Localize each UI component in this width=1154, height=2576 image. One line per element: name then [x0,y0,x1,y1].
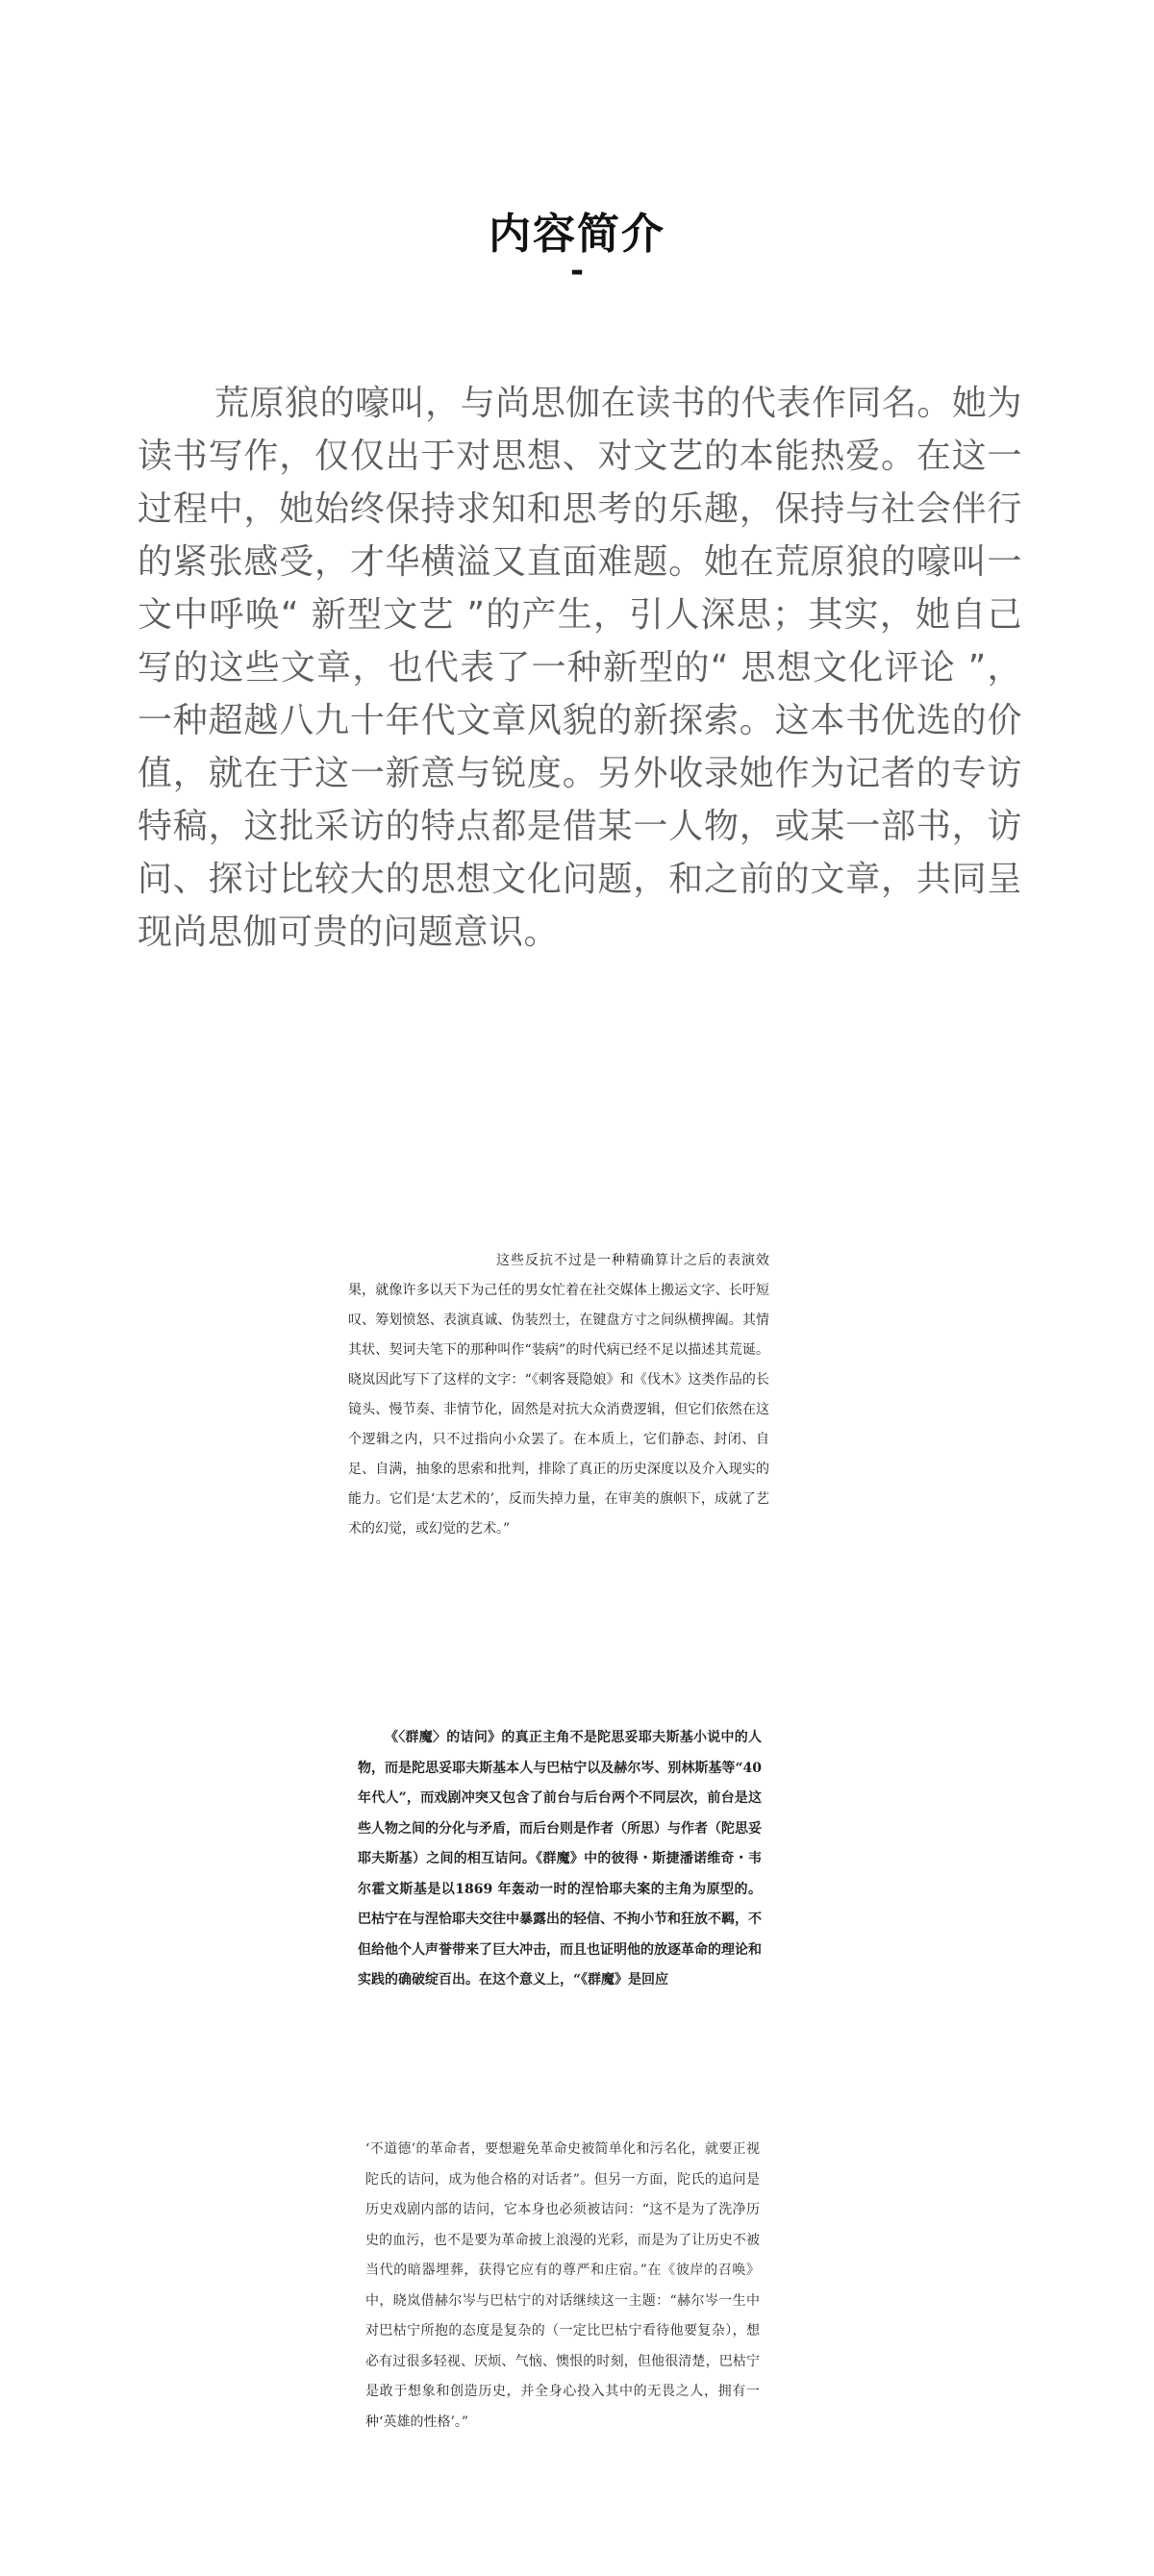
excerpt-scan-1: 这些反抗不过是一种精确算计之后的表演效果，就像许多以天下为己任的男女忙着在社交媒体上搬运文字、长吁短叹、筹划愤怒、表演真诚、伪装烈士，在键盘方寸之间纵横捭阖。其情其状、契诃夫笔下的那种叫作“装病”的时代病已经不足以描述其荒诞。晓岚因此写下了这样的文字：“《刺客聂隐娘》和《伐木》这类作品的长镜头、慢节奏、非情节化，固然是对抗大众消费逻辑，但它们依然在这个逻辑之内，只不过指向小众罢了。在本质上，它们静态、封闭、自足、自满，抽象的思索和批判，排除了真正的历史深度以及介入现实的能力。它们是‘太艺术的’，反而失掉力量，在审美的旗帜下，成就了艺术的幻觉，或幻觉的艺术。” [348,1253,769,1537]
excerpt-scan-3: ‘不道德’的革命者，要想避免革命史被简单化和污名化，就要正视陀氏的诘问，成为他合格的对话者”。但另一方面，陀氏的追问是历史戏剧内部的诘问，它本身也必须被诘问：“这不是为了洗净历史的血污，也不是要为革命披上浪漫的光彩，而是为了让历史不被当代的暗器埋葬，获得它应有的尊严和庄宿。”在《彼岸的召唤》中，晓岚借赫尔岑与巴枯宁的对话继续这一主题：“赫尔岑一生中对巴枯宁所抱的态度是复杂的（一定比巴枯宁看待他要复杂），想必有过很多轻视、厌烦、气恼、懊恨的时刻，但他很清楚，巴枯宁是敢于想象和创造历史，并全身心投入其中的无畏之人，拥有一种‘英雄的性格’。” [365,2141,760,2430]
page-title: 内容简介 [489,210,665,260]
title-dash: - [569,252,585,290]
intro-paragraph: 荒原狼的嚎叫，与尚思伽在读书的代表作同名。她为读书写作，仅仅出于对思想、对文艺的本能热爱。在这一过程中，她始终保持求知和思考的乐趣，保持与社会伴行的紧张感受，才华横溢又直面难题。她在荒原狼的嚎叫一文中呼唤“ 新型文艺 ”的产生，引人深思；其实，她自己写的这些文章，也代表了一种新型的“ 思想文化评论 ”，一种超越八九十年代文章风貌的新探索。这本书优选的价值，就在于这一新意与锐度。另外收录她作为记者的专访特稿，这批采访的特点都是借某一人物，或某一部书，访问、探讨比较大的思想文化问题，和之前的文章，共同呈现尚思伽可贵的问题意识。 [138,384,1022,952]
excerpt-scan-2: 《〈群魔〉的诘问》的真正主角不是陀思妥耶夫斯基小说中的人物，而是陀思妥耶夫斯基本人与巴枯宁以及赫尔岑、别林斯基等“40 年代人”，而戏剧冲突又包含了前台与后台两个不同层次，前台是这些人物之间的分化与矛盾，而后台则是作者（所思）与作者（陀思妥耶夫斯基）之间的相互诘问。《群魔》中的彼得・斯捷潘诺维奇・韦尔霍文斯基是以1869 年轰动一时的涅恰耶夫案的主角为原型的。巴枯宁在与涅恰耶夫交往中暴露出的轻信、不拘小节和狂放不羁，不但给他个人声誉带来了巨大冲击，而且也证明他的放逐革命的理论和实践的确破绽百出。在这个意义上，“《群魔》是回应 [358,1730,762,1988]
